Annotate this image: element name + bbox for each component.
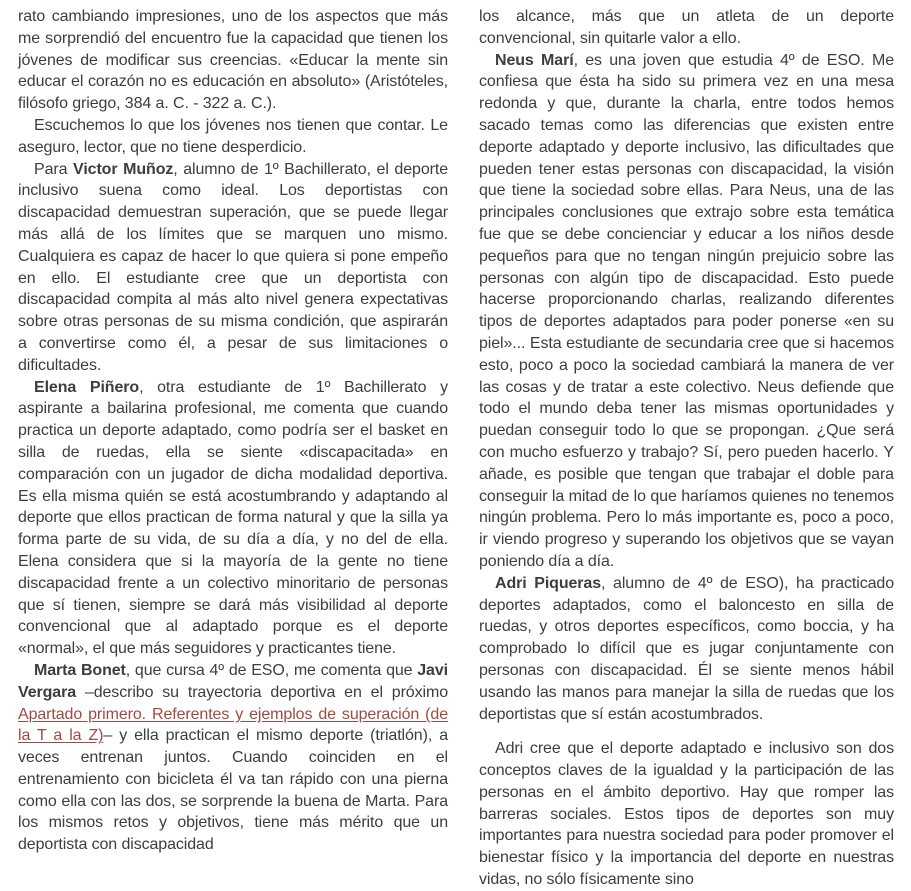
paragraph xyxy=(18,660,448,856)
paragraph xyxy=(18,115,448,159)
person-name: Neus Marí xyxy=(495,51,574,69)
text-run: , alumno de 4º de ESO), ha practicado deportes adaptados, como el baloncesto en silla de ruedas, y otros deportes específicos, como boccia, y ha comprobado lo difícil que es jugar conjuntamente con personas con discapacidad. Él se siente menos hábil usando las manos para manejar la silla de ruedas que los deportistas que sí están acostumbrados. xyxy=(479,574,895,723)
paragraph xyxy=(18,377,448,660)
person-name: Marta Bonet xyxy=(34,661,126,679)
person-name: Javi Vergara xyxy=(18,661,448,701)
text-column-right xyxy=(479,6,895,889)
paragraph xyxy=(18,6,448,115)
paragraph xyxy=(479,738,894,891)
paragraph xyxy=(479,50,894,573)
paragraph xyxy=(479,6,894,50)
paragraph xyxy=(18,159,448,377)
text-run: , que cursa 4º de ESO, me comenta que xyxy=(125,661,418,679)
text-run: Escuchemos lo que los jóvenes nos tienen que contar. Le aseguro, lector, que no tiene desperdicio. xyxy=(18,116,448,156)
person-name: Adri Piqueras xyxy=(495,574,602,592)
text-run: Adri cree que el deporte adaptado e inclusivo son dos conceptos claves de la igualdad y la participación de las personas en el ámbito deportivo. Hay que romper las barreras sociales. Estos tipos de deportes son muy importantes para nuestra sociedad para poder promover el bienestar físico y la importancia del deporte en nuestras vidas, no sólo físicamente sino xyxy=(479,740,894,889)
text-run: Para xyxy=(34,160,74,178)
text-run: –describo su trayectoria deportiva en el próximo xyxy=(76,683,448,701)
paragraph xyxy=(479,573,894,726)
text-run: – y ella practican el mismo deporte (triatlón), a veces entrenan juntos. Cuando coinciden en el entrenamiento con bicicleta él va tan rápido con una pierna como ella con las dos, se sorprende la buena de Marta. Para los mismos retos y objetivos, tiene más mérito que un deportista con discapacidad xyxy=(18,727,448,854)
person-name: Elena Piñero xyxy=(34,378,140,396)
text-run: , alumno de 1º Bachillerato, el deporte inclusivo suena como ideal. Los deportistas con discapacidad demuestran superación, que se puede llegar más allá de los límites que se marquen uno mismo. Cualquiera es capaz de hacer lo que quiera si pone empeño en ello. El estudiante cree que un deportista con discapacidad compita al más alto nivel genera expectativas sobre otras personas de su misma condición, que aspirarán a convertirse como él, a pesar de sus limitaciones o dificultades. xyxy=(18,160,449,374)
text-run: rato cambiando impresiones, uno de los aspectos que más me sorprendió del encuentro fue la capacidad que tienen los jóvenes de modificar sus creencias. «Educar la mente sin educar el corazón no es educación en absoluto» (Aristóteles, filósofo griego, 384 a. C. - 322 a. C.). xyxy=(18,8,448,113)
person-name: Victor Muñoz xyxy=(73,160,174,178)
text-column-left xyxy=(18,6,449,854)
text-run: los alcance, más que un atleta de un deporte convencional, sin quitarle valor a ello. xyxy=(479,8,894,47)
section-reference-link[interactable]: Apartado primero. Referentes y ejemplos de superación (de la T a la Z) xyxy=(18,705,448,745)
text-run: , otra estudiante de 1º Bachillerato y aspirante a bailarina profesional, me comenta que cuando practica un deporte adaptado, como podría ser el basket en silla de ruedas, ella se siente «discapacitada» en comparación con un jugador de dicha modalidad deportiva. Es ella misma quién se está acostumbrando y adaptando al deporte que ellos practican de forma natural y que la silla ya forma parte de su vida, de su día a día, y no del de ella. Elena considera que si la mayoría de la gente no tiene discapacidad frente a un colectivo minoritario de personas que sí tienen, siempre se dará más visibilidad al deporte convencional que al adaptado porque es el deporte «normal», el que más seguidores y practicantes tiene. xyxy=(18,378,448,658)
text-run: , es una joven que estudia 4º de ESO. Me confiesa que ésta ha sido su primera vez en una mesa redonda y que, durante la charla, entre todos hemos sacado temas como las diferencias que existen entre deporte adaptado y deporte inclusivo, las dificultades que pueden tener estas personas con discapacidad, la visión que tiene la sociedad sobre ellas. Para Neus, una de las principales conclusiones que extrajo sobre esta temática fue que se debe concienciar y educar a los niños desde pequeños para que no tengan ningún prejuicio sobre las personas con algún tipo de discapacidad. Esto puede hacerse proporcionando charlas, realizando diferentes tipos de deportes adaptados para poder ponerse «en su piel»... Esta estudiante de secundaria cree que si hacemos esto, poco a poco la sociedad cambiará la manera de ver las cosas y de tratar a este colectivo. Neus defiende que todo el mundo deba tener las mismas oportunidades y puedan conseguir todo lo que se propongan. ¿Que será con mucho esfuerzo y trabajo? Sí, pero pueden hacerlo. Y añade, es posible que tengan que trabajar el doble para conseguir la mitad de lo que haríamos quienes no tenemos ningún problema. Pero lo más importante es, poco a poco, ir viendo progreso y superando los objetivos que se vayan poniendo día a día. xyxy=(479,51,894,570)
